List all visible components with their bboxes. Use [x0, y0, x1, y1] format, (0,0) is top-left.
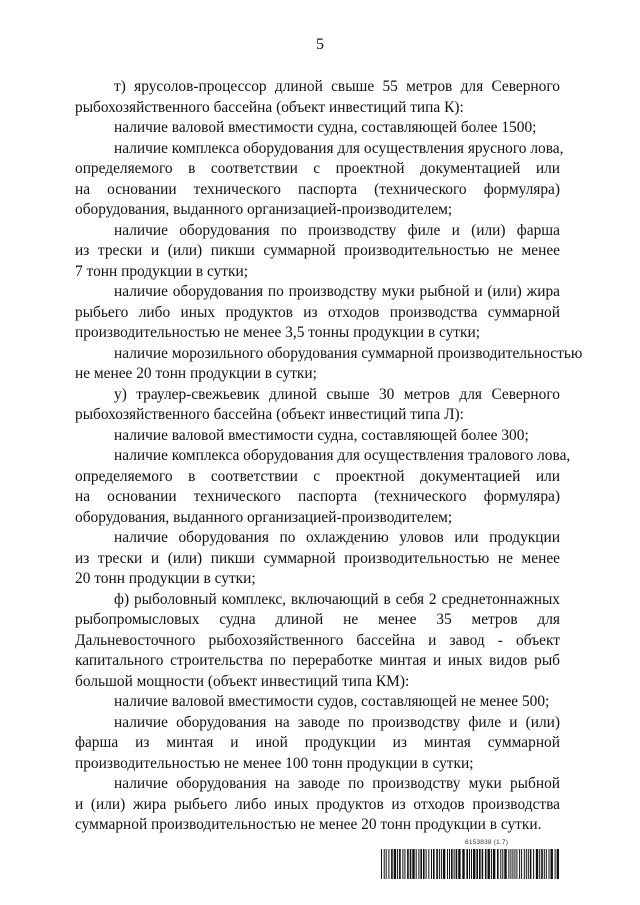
- text-line: производительностью не менее 3,5 тонны продукции в сутки;: [75, 324, 481, 341]
- barcode-bar: [500, 849, 501, 879]
- barcode-bar: [426, 849, 427, 879]
- text-line: капитального строительства по переработке минтая и иных видов рыб: [75, 652, 560, 669]
- barcode-bar: [402, 849, 403, 879]
- barcode-bar: [482, 849, 484, 879]
- text-line: не менее 20 тонн продукции в сутки;: [75, 365, 317, 382]
- barcode-bar: [441, 849, 442, 879]
- barcode-bar: [436, 849, 438, 879]
- barcode-bar: [526, 849, 527, 879]
- paragraph: [75, 713, 560, 775]
- page-number: 5: [316, 36, 324, 53]
- text-line: 7 тонн продукции в сутки;: [75, 262, 248, 280]
- barcode-bar: [521, 849, 522, 879]
- barcode-bar: [508, 849, 509, 879]
- text-line: наличие оборудования на заводе по производству филе и (или): [114, 713, 560, 731]
- barcode-bar: [394, 849, 396, 879]
- text-line: фарша из минтая и иной продукции из минтая суммарной: [75, 734, 560, 751]
- paragraph: [75, 344, 583, 385]
- barcode-bar: [493, 849, 495, 879]
- barcode-bar: [439, 849, 440, 879]
- paragraph: [75, 528, 560, 590]
- text-line: из трески и (или) пикши суммарной производительностью не менее: [75, 549, 560, 567]
- barcode-bar: [428, 849, 429, 879]
- paragraph: [75, 774, 560, 836]
- barcode-bar: [407, 849, 409, 879]
- text-line: наличие оборудования по производству муки рыбной и (или) жира: [114, 283, 560, 300]
- barcode-bar: [502, 849, 503, 879]
- text-line: наличие комплекса оборудования для осуществления тралового лова,: [114, 447, 571, 464]
- barcode-bar: [431, 849, 432, 879]
- barcode-code-text: 6153838 (1.7): [465, 839, 509, 846]
- barcode-bar: [384, 849, 385, 879]
- text-line: из трески и (или) пикши суммарной производительностью не менее: [75, 242, 560, 259]
- paragraph: [75, 590, 560, 693]
- barcode-bar: [476, 849, 478, 879]
- paragraph: [75, 118, 560, 139]
- barcode-bar: [555, 849, 556, 879]
- barcode-bar: [516, 849, 517, 879]
- barcode-bar: [473, 849, 475, 879]
- barcode-bar: [510, 849, 511, 879]
- text-line: у) траулер-свежьевик длиной свыше 30 метров для Северного: [114, 385, 560, 403]
- paragraph: [75, 139, 564, 221]
- barcode-bar: [423, 849, 425, 879]
- barcode-bar: [443, 849, 445, 879]
- text-line: наличие валовой вместимости судов, составляющей не менее 500;: [114, 693, 550, 710]
- text-line: ф) рыболовный комплекс, включающий в себя 2 среднетоннажных: [114, 590, 560, 608]
- barcode-bar: [539, 849, 540, 879]
- barcode-bar: [546, 849, 547, 879]
- text-line: на основании технического паспорта (технического формуляра): [75, 488, 560, 505]
- text-line: на основании технического паспорта (технического формуляра): [75, 180, 560, 198]
- barcode-bar: [544, 849, 545, 879]
- barcode-bar: [557, 849, 559, 879]
- barcode-bar: [420, 849, 422, 879]
- barcode-bar: [488, 849, 490, 879]
- barcode-bar: [485, 849, 487, 879]
- text-line: производительностью не менее 100 тонн продукции в сутки;: [75, 754, 474, 772]
- text-line: рыбохозяйственного бассейна (объект инвестиций типа Л):: [75, 406, 464, 423]
- barcode-bar: [381, 849, 382, 879]
- text-line: наличие оборудования по охлаждению уловов или продукции: [114, 529, 560, 546]
- barcode-bar: [524, 849, 525, 879]
- barcode-bar: [433, 849, 435, 879]
- barcode-bar: [397, 849, 398, 879]
- barcode-bar: [416, 849, 417, 879]
- text-line: оборудования, выданного организацией-производителем;: [75, 508, 453, 526]
- barcode-bar: [456, 849, 458, 879]
- text-line: рыбьего либо иных продуктов из отходов производства суммарной: [75, 303, 560, 321]
- barcode-bar: [391, 849, 393, 879]
- barcode-bar: [388, 849, 389, 879]
- barcode-bar: [479, 849, 481, 879]
- text-line: рыбохозяйственного бассейна (объект инвестиций типа К):: [75, 98, 464, 116]
- barcode-bar: [541, 849, 543, 879]
- text-line: Дальневосточного рыбохозяйственного бассейна и завод - объект: [75, 631, 560, 649]
- text-line: т) ярусолов-процессор длиной свыше 55 метров для Северного: [114, 78, 560, 95]
- barcode-bar: [491, 849, 492, 879]
- barcode-bar: [462, 849, 464, 879]
- barcode-bar: [528, 849, 529, 879]
- barcode-bar: [399, 849, 401, 879]
- text-line: оборудования, выданного организацией-производителем;: [75, 201, 453, 218]
- text-line: наличие оборудования по производству филе и (или) фарша: [114, 221, 560, 239]
- barcode-bar: [454, 849, 455, 879]
- text-line: большой мощности (объект инвестиций типа КМ):: [75, 672, 410, 690]
- barcode-bar: [451, 849, 453, 879]
- barcode-bar: [386, 849, 387, 879]
- barcode-bar: [449, 849, 450, 879]
- text-line: рыбопромысловых судна длиной не менее 35 метров для: [75, 611, 560, 628]
- text-line: наличие валовой вместимости судна, составляющей более 1500;: [114, 119, 537, 136]
- paragraph: [75, 221, 560, 283]
- barcode-bar: [447, 849, 448, 879]
- paragraph: [75, 426, 560, 447]
- paragraph: [75, 692, 560, 713]
- text-line: и (или) жира рыбьего либо иных продуктов из отходов производства: [75, 795, 560, 813]
- barcode: [381, 839, 562, 879]
- barcode-bar: [412, 849, 414, 879]
- text-line: определяемого в соответствии с проектной документацией или: [75, 160, 560, 177]
- paragraph: [75, 446, 571, 528]
- text-line: наличие морозильного оборудования суммарной производительностью: [114, 344, 583, 362]
- paragraph: [75, 282, 560, 344]
- text-line: 20 тонн продукции в сутки;: [75, 570, 256, 587]
- barcode-bar: [512, 849, 513, 879]
- barcode-bar: [466, 849, 468, 879]
- text-line: наличие валовой вместимости судна, составляющей более 300;: [114, 426, 529, 444]
- barcode-bar: [404, 849, 405, 879]
- barcode-bar: [530, 849, 532, 879]
- barcode-bar: [549, 849, 550, 879]
- barcode-bar: [533, 849, 534, 879]
- barcode-bar: [504, 849, 506, 879]
- document-body: [75, 77, 583, 836]
- barcode-bar: [418, 849, 419, 879]
- barcode-bar: [551, 849, 553, 879]
- paragraph: [75, 77, 560, 118]
- text-line: наличие комплекса оборудования для осуществления ярусного лова,: [114, 139, 564, 157]
- paragraph: [75, 385, 560, 426]
- barcode-bar: [410, 849, 412, 879]
- text-line: определяемого в соответствии с проектной документацией или: [75, 467, 560, 485]
- barcode-bar: [471, 849, 472, 879]
- barcode-bars: [381, 849, 562, 879]
- text-line: наличие оборудования на заводе по производству муки рыбной: [114, 775, 560, 792]
- barcode-bar: [497, 849, 499, 879]
- barcode-bar: [519, 849, 520, 879]
- barcode-bar: [536, 849, 538, 879]
- barcode-bar: [514, 849, 515, 879]
- barcode-bar: [458, 849, 460, 879]
- barcode-bar: [469, 849, 470, 879]
- text-line: суммарной производительностью не менее 20 тонн продукции в сутки.: [75, 816, 542, 833]
